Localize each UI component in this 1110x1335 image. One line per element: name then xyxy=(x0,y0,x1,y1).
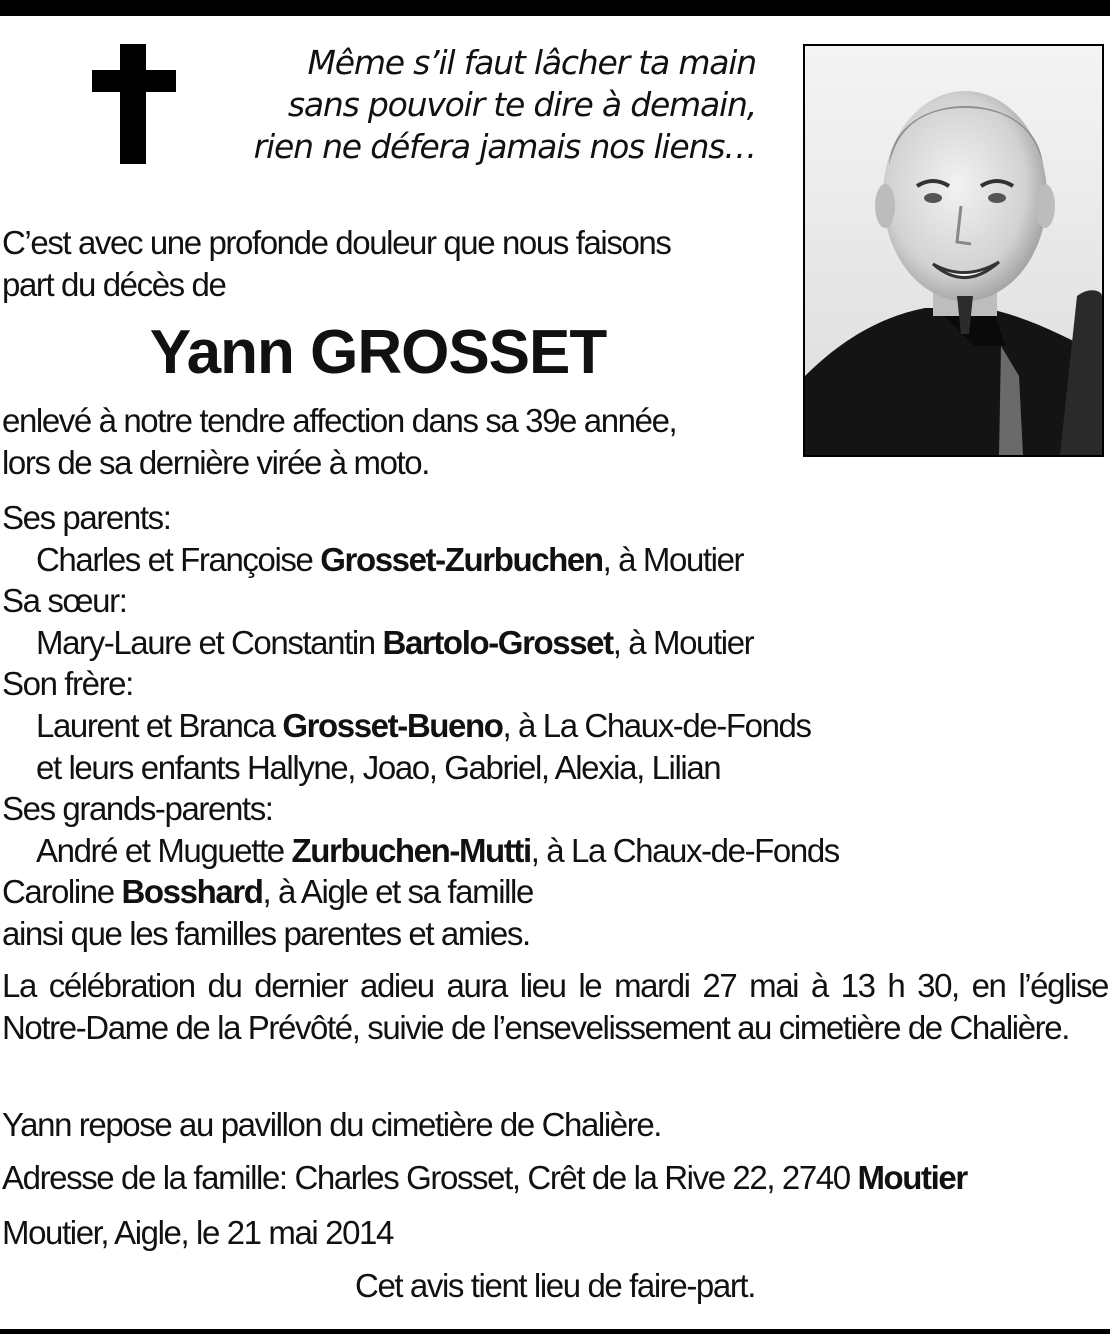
soeur-label: Sa sœur: xyxy=(2,582,127,620)
surname: Bartolo-Grosset xyxy=(382,623,613,661)
deceased-name: Yann GROSSET xyxy=(149,318,607,387)
enleve-text xyxy=(2,400,676,484)
celebration-paragraph: La célébration du dernier adieu aura lieu le mardi 27 mai à 13 h 30, en l’église Notre-Dame de la Prévôté, suivie de l’ensevelissement au cimetière de Chalière. xyxy=(2,967,1108,1046)
text: Adresse de la famille: Charles Grosset, Crêt de la Rive 22, 2740 xyxy=(2,1159,858,1196)
grands-parents-label: Ses grands-parents: xyxy=(2,790,273,828)
bottom-rule xyxy=(0,1329,1110,1334)
intro-line: C’est avec une profonde douleur que nous faisons xyxy=(2,224,671,261)
portrait-photo xyxy=(803,44,1104,457)
intro-line: part du décès de xyxy=(2,266,226,303)
top-rule xyxy=(0,0,1110,16)
enleve-line: lors de sa dernière virée à moto. xyxy=(2,444,430,481)
poem-line: sans pouvoir te dire à demain, xyxy=(287,85,756,124)
notice-line: Cet avis tient lieu de faire-part. xyxy=(355,1267,755,1304)
enfants-line: et leurs enfants Hallyne, Joao, Gabriel, Alexia, Lilian xyxy=(36,748,721,786)
poem xyxy=(200,42,756,168)
address-line xyxy=(2,1157,967,1199)
surname: Grosset-Bueno xyxy=(282,706,503,744)
surname: Grosset-Zurbuchen xyxy=(320,540,603,578)
poem-line: rien ne défera jamais nos liens… xyxy=(253,127,756,166)
parents-label: Ses parents: xyxy=(2,499,171,536)
text: André et Muguette xyxy=(36,831,292,869)
caroline-line xyxy=(2,871,839,913)
text: , à La Chaux-de-Fonds xyxy=(502,706,811,744)
text: , à La Chaux-de-Fonds xyxy=(530,831,839,869)
parents-line xyxy=(2,539,839,581)
surname: Bosshard xyxy=(121,873,263,911)
enleve-line: enlevé à notre tendre affection dans sa 39e année, xyxy=(2,402,677,439)
text: , à Moutier xyxy=(612,623,754,661)
frere-line xyxy=(2,705,839,747)
repose-line: Yann repose au pavillon du cimetière de Chalière. xyxy=(2,1106,662,1143)
cross-icon xyxy=(92,44,176,164)
text: Laurent et Branca xyxy=(36,706,283,744)
poem-line: Même s’il faut lâcher ta main xyxy=(307,43,756,82)
text: , à Aigle et sa famille xyxy=(262,873,533,911)
intro-text xyxy=(2,222,762,306)
family-list xyxy=(2,497,839,955)
place-date-line: Moutier, Aigle, le 21 mai 2014 xyxy=(2,1214,393,1251)
city: Moutier xyxy=(857,1159,967,1196)
ainsi-line: ainsi que les familles parentes et amies. xyxy=(2,914,530,952)
text: Caroline xyxy=(2,873,122,911)
grands-parents-line xyxy=(2,830,839,872)
surname: Zurbuchen-Mutti xyxy=(291,831,531,869)
text: Charles et Françoise xyxy=(36,540,321,578)
soeur-line xyxy=(2,622,839,664)
text: Mary-Laure et Constantin xyxy=(36,623,383,661)
frere-label: Son frère: xyxy=(2,665,133,703)
text: , à Moutier xyxy=(602,540,744,578)
